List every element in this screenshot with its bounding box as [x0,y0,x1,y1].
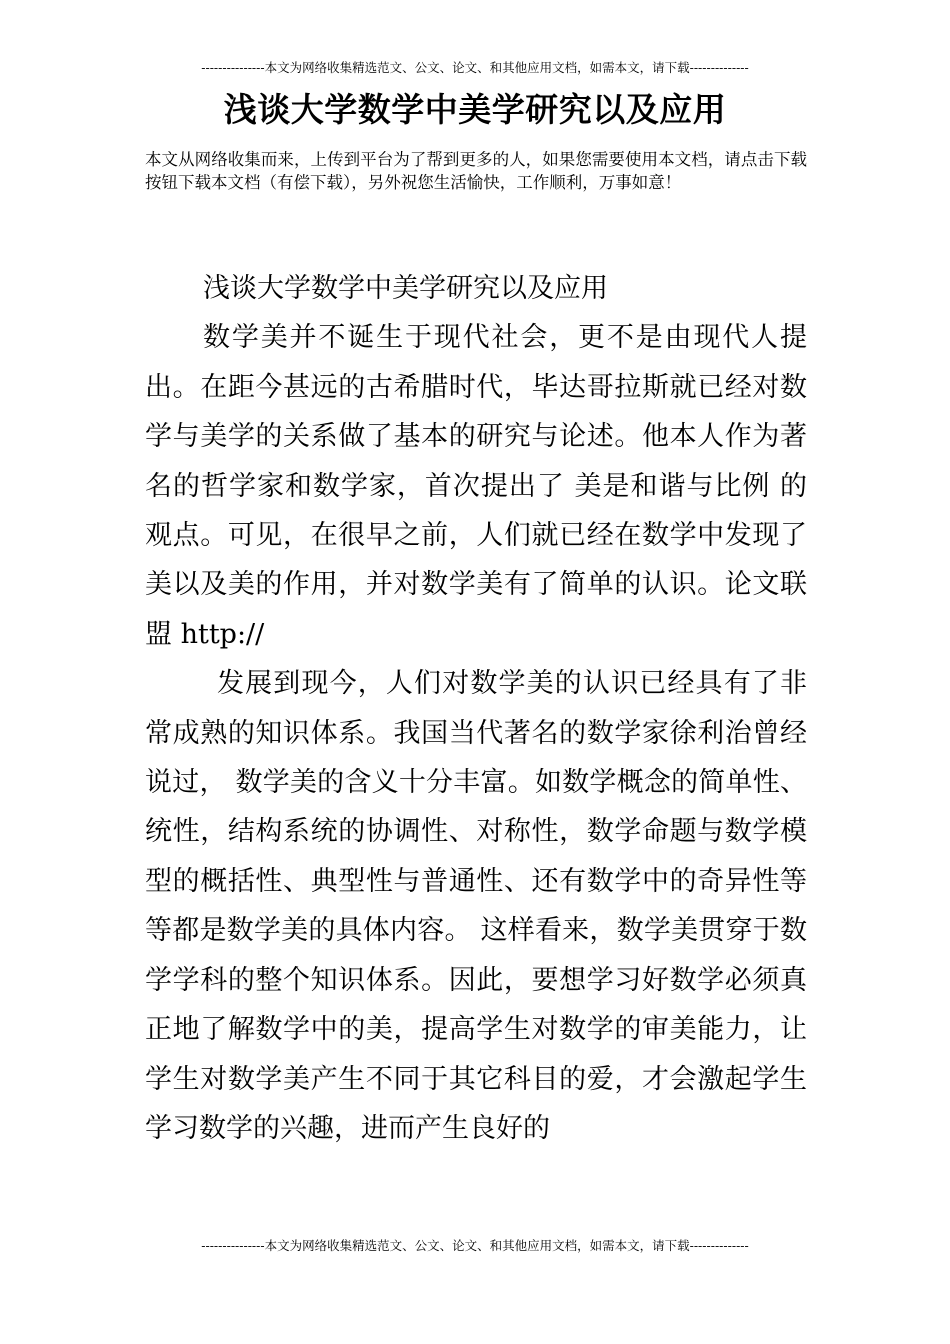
intro-notice: 本文从网络收集而来，上传到平台为了帮到更多的人，如果您需要使用本文档，请点击下载按钮下载本文档（有偿下载），另外祝您生活愉快，工作顺利，万事如意！ [145,150,807,192]
body-paragraph-2: 发展到现今，人们对数学美的认识已经具有了非常成熟的知识体系。我国当代著名的数学家徐利治曾经说过， 数学美的含义十分丰富。如数学概念的简单性、统性，结构系统的协调性、对称性，数学命题与数学模型的概括性、典型性与普通性、还有数学中的奇异性等等都是数学美的具体内容。 这样看来，数学美贯穿于数学学科的整个知识体系。因此，要想学习好数学必须真正地了解数学中的美，提高学生对数学的审美能力，让学生对数学美产生不同于其它科目的爱，才会激起学生学习数学的兴趣，进而产生良好的 [145,668,807,1144]
body-subtitle: 浅谈大学数学中美学研究以及应用 [203,273,608,304]
header-banner: ---------------本文为网络收集精选范文、公文、论文、和其他应用文档，如需本文，请下载-------------- [201,60,749,75]
footer-banner: ---------------本文为网络收集精选范文、公文、论文、和其他应用文档，如需本文，请下载-------------- [201,1238,749,1253]
body-paragraph-1: 数学美并不诞生于现代社会，更不是由现代人提出。在距今甚远的古希腊时代，毕达哥拉斯就已经对数学与美学的关系做了基本的研究与论述。他本人作为著名的哲学家和数学家，首次提出了 美是和谐与比例 的观点。可见，在很早之前，人们就已经在数学中发现了美以及美的作用，并对数学美有了简单的认识。论文联盟 http:// [145,322,807,650]
document-body [145,264,807,1153]
document-title: 浅谈大学数学中美学研究以及应用 [223,90,727,129]
